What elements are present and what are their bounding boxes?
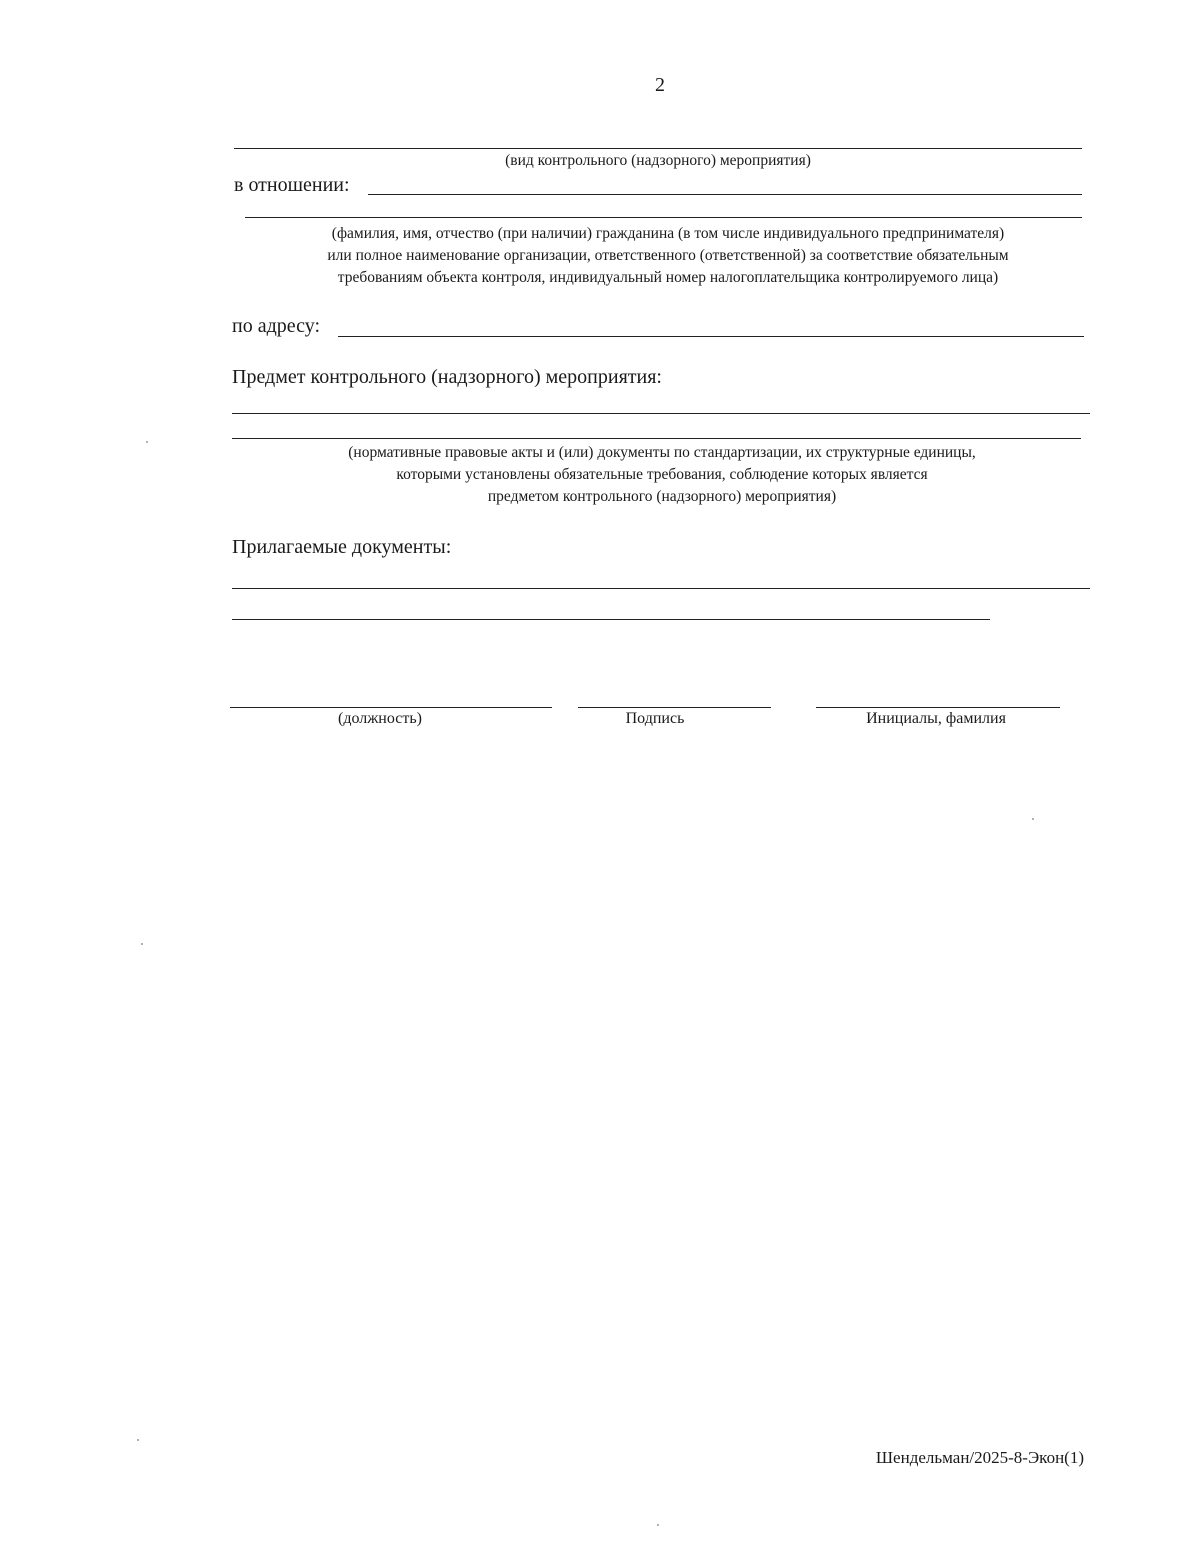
scan-speck [1032, 818, 1034, 820]
event-type-caption: (вид контрольного (надзорного) мероприятия) [505, 152, 811, 169]
scan-speck [137, 1439, 139, 1441]
normative-caption-line-2: которыми установлены обязательные требования, соблюдение которых является [396, 466, 928, 483]
attached-documents-field-line-2[interactable] [232, 619, 990, 620]
attached-documents-field-line-1[interactable] [232, 588, 1090, 589]
address-label: по адресу: [232, 315, 321, 337]
signature-caption: Подпись [625, 710, 685, 727]
regarding-label: в отношении: [234, 174, 350, 196]
signature-line[interactable] [578, 707, 771, 708]
name-caption: Инициалы, фамилия [866, 710, 1006, 727]
footer-document-code: Шендельман/2025-8-Экон(1) [875, 1448, 1084, 1467]
position-caption: (должность) [338, 710, 422, 727]
name-signature-line[interactable] [816, 707, 1060, 708]
normative-caption-line-3: предметом контрольного (надзорного) мероприятия) [487, 488, 837, 505]
page-number: 2 [655, 74, 665, 96]
subject-caption-line-2: или полное наименование организации, ответственного (ответственной) за соответствие обязательным [327, 247, 1009, 264]
normative-caption-line-1: (нормативные правовые акты и (или) документы по стандартизации, их структурные единицы, [348, 444, 976, 461]
scan-speck [141, 943, 143, 945]
attached-documents-heading: Прилагаемые документы: [232, 536, 452, 558]
event-subject-field-line-1[interactable] [232, 413, 1090, 414]
scan-speck [657, 1524, 659, 1526]
address-field-line[interactable] [338, 336, 1084, 337]
scan-speck [146, 441, 148, 443]
subject-caption-line-3: требованиям объекта контроля, индивидуальный номер налогоплательщика контролируемого лица) [337, 269, 999, 286]
event-subject-field-line-2[interactable] [232, 438, 1081, 439]
position-signature-line[interactable] [230, 707, 552, 708]
subject-caption-line-1: (фамилия, имя, отчество (при наличии) гражданина (в том числе индивидуального предпринимателя) [331, 225, 1005, 242]
regarding-field-line-2[interactable] [245, 217, 1082, 218]
regarding-field-line[interactable] [368, 194, 1082, 195]
event-subject-heading: Предмет контрольного (надзорного) мероприятия: [232, 366, 662, 388]
event-type-field-line[interactable] [234, 148, 1082, 149]
